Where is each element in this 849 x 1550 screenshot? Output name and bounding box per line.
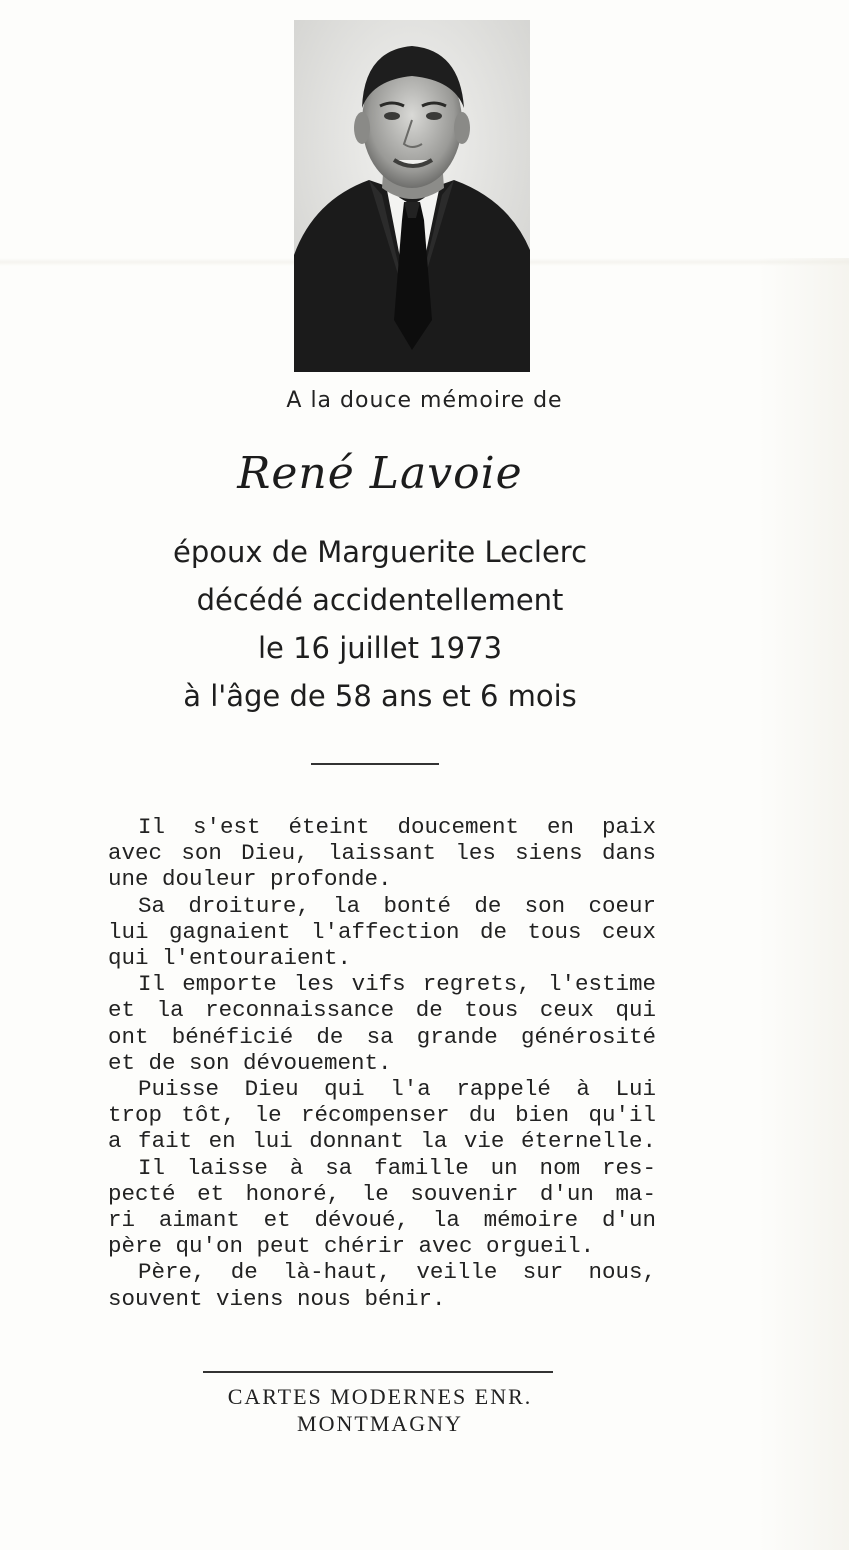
text-line: Sa droiture, la bonté de son coeur (138, 892, 656, 919)
text-line: souvent viens nous bénir. (108, 1285, 446, 1312)
text-line: avec son Dieu, laissant les siens dans (108, 840, 656, 867)
text-line: Il laisse à sa famille un nom res- (138, 1154, 656, 1181)
footer-rule (203, 1371, 553, 1373)
text-line: Puisse Dieu qui l'a rappelé à Lui (138, 1076, 656, 1103)
text-line: et de son dévouement. (108, 1049, 392, 1076)
text-line: Père, de là-haut, veille sur nous, (138, 1259, 656, 1286)
text-line: a fait en lui donnant la vie éternelle. (108, 1128, 656, 1155)
memorial-text (108, 814, 656, 1312)
text-line: pecté et honoré, le souvenir d'un ma- (108, 1180, 656, 1207)
text-line: qui l'entouraient. (108, 945, 352, 972)
text-line: Il s'est éteint doucement en paix (138, 814, 656, 840)
printer-credit (0, 1383, 760, 1437)
info-block (0, 528, 760, 720)
text-line: père qu'on peut chérir avec orgueil. (108, 1233, 595, 1260)
info-line-age: à l'âge de 58 ans et 6 mois (183, 679, 577, 713)
printer-name: CARTES MODERNES ENR. (227, 1384, 533, 1409)
info-line-death: décédé accidentellement (196, 583, 564, 617)
portrait-photo (294, 20, 530, 372)
portrait-icon (294, 20, 530, 372)
text-line: trop tôt, le récompenser du bien qu'il (108, 1102, 656, 1129)
printer-location: MONTMAGNY (297, 1411, 463, 1436)
info-line-date: le 16 juillet 1973 (257, 631, 503, 665)
divider-rule (311, 763, 439, 765)
text-line: ri aimant et dévoué, la mémoire d'un (108, 1207, 656, 1234)
paper-edge-shadow (759, 258, 849, 1550)
text-line: une douleur profonde. (108, 866, 392, 893)
intro-text: A la douce mémoire de (286, 388, 563, 413)
text-line: Il emporte les vifs regrets, l'estime (138, 971, 656, 998)
text-line: lui gagnaient l'affection de tous ceux (108, 918, 656, 945)
text-line: et la reconnaissance de tous ceux qui (108, 997, 656, 1024)
text-line: ont bénéficié de sa grande générosité (108, 1023, 656, 1050)
info-line-spouse: époux de Marguerite Leclerc (172, 535, 588, 569)
deceased-name: René Lavoie (237, 448, 523, 499)
